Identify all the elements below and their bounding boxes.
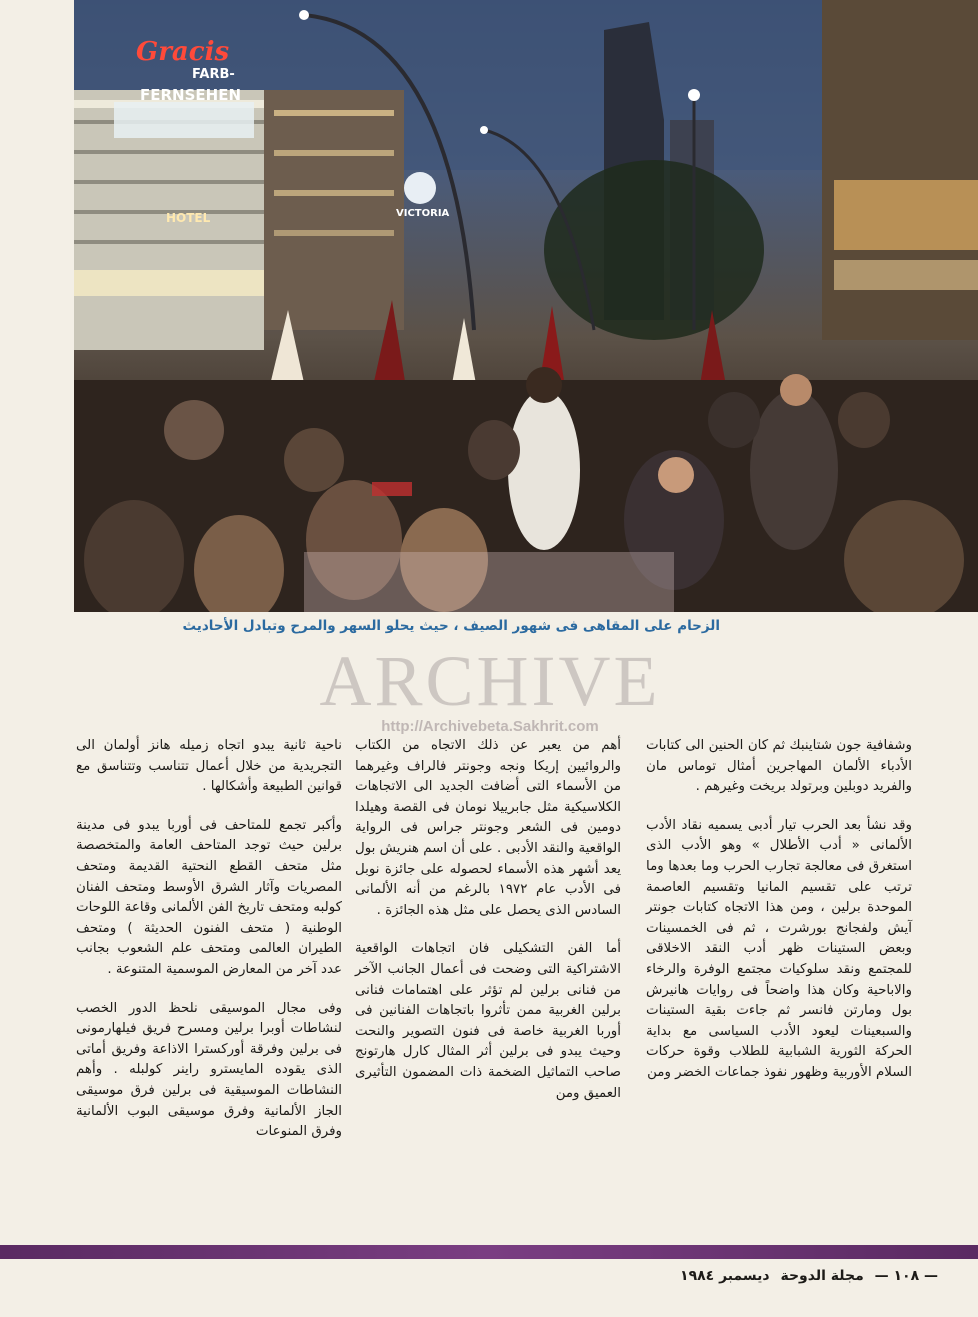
magazine-name: مجلة الدوحة: [780, 1268, 864, 1284]
archive-url-watermark: http://Archivebeta.Sakhrit.com: [381, 718, 599, 735]
page-number: — ١٠٨ —: [874, 1268, 938, 1284]
footer-color-bar: [0, 1245, 978, 1259]
photo-illustration: [74, 0, 978, 612]
article-column-right: [646, 736, 912, 1236]
paragraph: أهم من يعبر عن ذلك الاتجاه من الكتاب والروائيين إريكا ونجه وجونتر فالراف وغيرهما من الأسماء التى أضافت الجديد الى الاتجاهات الكلاسيكية مثل جابرييلا نومان فى القصة وهيلدا دومين فى الشعر وجونتر جراس فى الرواية الواقعية والنقد الأدبى . على أن اسم هنريش بول يعد أشهر هذه الأسماء لحصوله على جائزة نوبل فى الأدب عام ١٩٧٢ بالرغم من أنه الألمانى السادس الذى يحصل على مثل هذه الجائزة .: [355, 738, 621, 918]
article-column-middle: [355, 736, 621, 1236]
farb-sign: FARB-: [192, 67, 235, 82]
victoria-sign: VICTORIA: [396, 208, 450, 219]
cafe-sign: Gracis: [136, 37, 230, 67]
page-footer: [674, 1268, 938, 1284]
street-cafe-photo: [74, 0, 978, 612]
article-column-left: [76, 736, 342, 1236]
hotel-sign: HOTEL: [166, 211, 211, 225]
paragraph: وفى مجال الموسيقى نلحظ الدور الخصب لنشاطات أوبرا برلين ومسرح فريق فيلهارمونى فى برلين وفرقة أوركسترا الاذاعة وفريق أماتى الذى يقوده المايسترو راينر كولبله . وأهم النشاطات الموسيقية فى برلين فرق موسيقى الجاز الألمانية وفرق موسيقى البوب الألمانية وفرق المنوعات: [76, 1000, 342, 1140]
photo-caption: الزحام على المقاهى فى شهور الصيف ، حيث يحلو السهر والمرح وتبادل الأحاديث: [182, 618, 720, 634]
paragraph: وأكبر تجمع للمتاحف فى أوربا يبدو فى مدينة برلين حيث توجد المتاحف العامة والمتخصصة مثل متحف القطع النحتية القديمة ومتحف المصريات وآثار الشرق الأوسط ومتحف الفنان كولبه ومتحف تاريخ الفن الألمانى وقاعة اللوحات الوطنية ( متحف الفنون الحديثة ) ومتحف الطيران العالمى ومتحف علم الشعوب بجانب عدد آخر من المعارض الموسمية المتنوعة .: [76, 817, 342, 977]
paragraph: وشفافية جون شتاينبك ثم كان الحنين الى كتابات الأدباء الألمان المهاجرين أمثال توماس مان والفريد دوبلين وبرتولد بريخت وغيرهم .: [646, 738, 912, 795]
paragraph: ناحية ثانية يبدو اتجاه زميله هانز أولمان الى التجريدية من خلال أعمال تتناسب وتتناسق مع قوانين الطبيعة وأشكالها .: [76, 738, 342, 795]
issue-date: ديسمبر ١٩٨٤: [680, 1268, 770, 1284]
fernsehen-sign: FERNSEHEN: [140, 86, 242, 104]
paragraph: أما الفن التشكيلى فان اتجاهات الواقعية الاشتراكية التى وضحت فى أعمال الجانب الآخر من فنانى برلين لم تؤثر على اهتمامات فنانى برلين الغربية ممن تأثروا باتجاهات الفنانين فى أوربا الغربية خاصة فى فنون التصوير والنحت وحيث يبدو فى برلين أثر المثال كارل هارتونج صاحب التماثيل الضخمة ذات المضمون التأثيرى العميق ومن: [355, 941, 621, 1101]
paragraph: وقد نشأ بعد الحرب تيار أدبى يسميه نقاد الأدب الألمانى « أدب الأطلال » وهو الأدب الذى استغرق فى معالجة تجارب الحرب وما بعدها وما ترتب على تقسيم المانيا وتقسيم العاصمة الموحدة برلين ، ومن هذا الاتجاه كتابات جونتر آيش ولفجانج بورشرت ، ثم فى الخمسينات وبعض الستينات ظهر أدب النقد الاخلاقى للمجتمع ونقد سلوكيات مجتمع الوفرة والرخاء والاباحية وكان هذا واضحاً فى روايات هانيرش بول ومارتن فانسر ثم جاءت بقية الستينات والسبعينات ليعود الأدب السياسى مع بداية الحركة الثورية الشبابية للطلاب وقوة حركات السلام الأوربية وظهور نفوذ جماعات الخضر ومن: [646, 817, 912, 1080]
archive-watermark: ARCHIVE: [319, 641, 661, 721]
